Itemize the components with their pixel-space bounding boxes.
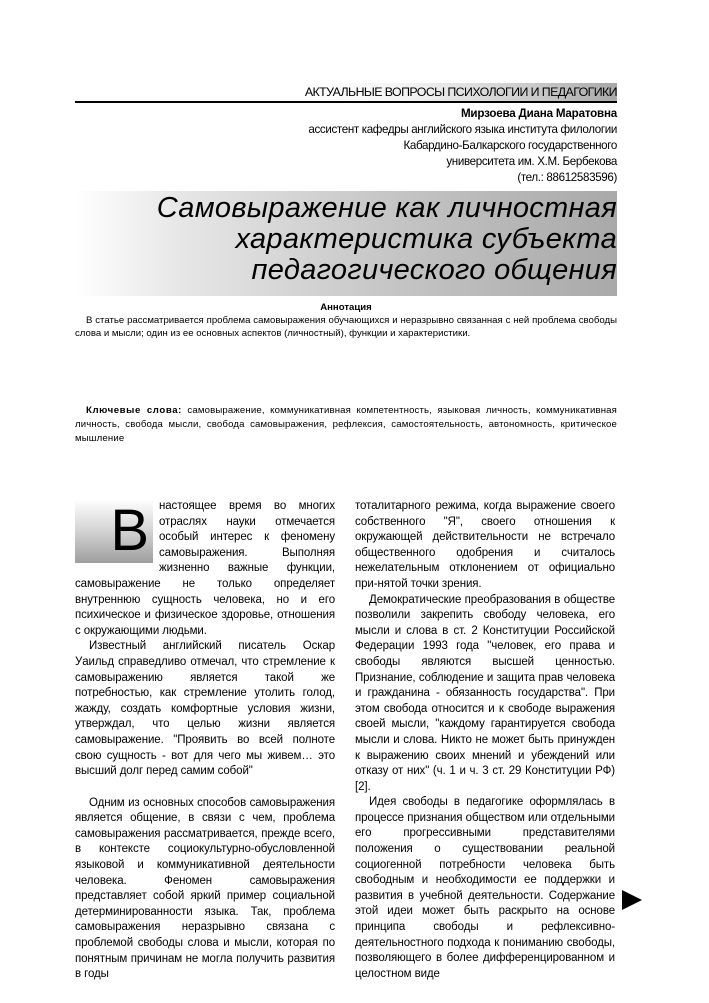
title-line-1: Самовыражение как личностная xyxy=(156,192,617,224)
author-affiliation-2: Кабардино-Балкарского государственного xyxy=(403,139,617,152)
paragraph: Идея свободы в педагогике оформлялась в процессе признания обществом или отдельными его прогрессивными представителями положения о существовании реальной социогенной потребности человека быть свободным и необходимости ее поддержки и развития в учебной деятельности. Содержание этой идеи может быть раскрыто на основе принципа свободы и рефлексивно-деятельностного подхода к пониманию свободы, позволяющего в более дифференцированном и целостном виде xyxy=(355,796,615,980)
paragraph: Демократические преобразования в обществе позволили закрепить свободу человека, его мысли и слова в ст. 2 Конституции Российской Федерации 1993 года "человек, его права и свободы являются высшей ценностью. Признание, соблюдение и защита прав человека и гражданина - обязанность государства". При этом свобода относится и к свободе выражения своей мысли, "каждому гарантируется свобода мысли и слова. Никто не может быть принужден к выражению своих мнений и убеждений или отказу от них" (ч. 1 и ч. 3 ст. 29 Конституции РФ) [2]. xyxy=(355,593,615,793)
paragraph: Известный английский писатель Оскар Уаильд справедливо отмечал, что стремление к самовыражению является такой же потребностью, как стремление утолить голод, жажду, создать комфортные условия жизни, утверждал, что целью жизни является самовыражение. "Проявить во всей полноте свою сущность - вот для чего мы живем… это высший долг перед самим собой" xyxy=(75,640,335,778)
keywords-text: самовыражение, коммуникативная компетентность, языковая личность, коммуникативная личность, свобода мысли, свобода самовыражения, рефлексия, самостоятельность, автономность, критическое мышление xyxy=(75,405,617,444)
author-block xyxy=(308,106,617,186)
title-line-3: педагогического общения xyxy=(251,254,617,286)
arrow-right-icon xyxy=(622,890,642,910)
keywords-label: Ключевые слова: xyxy=(86,405,182,416)
author-affiliation-1: ассистент кафедры английского языка института филологии xyxy=(308,123,617,136)
author-affiliation-3: университета им. Х.М. Бербекова xyxy=(446,155,617,168)
author-phone: (тел.: 88612583596) xyxy=(517,171,617,184)
journal-section-title: АКТУАЛЬНЫЕ ВОПРОСЫ ПСИХОЛОГИИ И ПЕДАГОГИКИ xyxy=(304,85,617,99)
title-line-2: характеристика субъекта xyxy=(235,223,617,255)
article-title xyxy=(157,193,617,286)
header-rule xyxy=(75,101,617,103)
paragraph: тоталитарного режима, когда выражение своего собственного "Я", своего отношения к окружающей действительности не встречало общественного одобрения и считалось нежелательным отклонением от официально при-нятой точки зрения. xyxy=(355,500,615,590)
annotation-heading: Аннотация xyxy=(320,302,372,313)
author-name: Мирзоева Диана Маратовна xyxy=(460,107,617,120)
drop-cap: В xyxy=(75,499,153,563)
paragraph-text: настоящее время во многих отраслях науки отмечается особый интерес к феномену самовыражения. Выполняя жизненно важные функции, самовыражение не только определяет внутреннюю сущность человека, но и его психическое и физическое здоровье, отношения с окружающими людьми. xyxy=(75,500,335,637)
body-column-left xyxy=(75,499,335,983)
paragraph xyxy=(75,499,335,639)
body-column-right xyxy=(355,499,615,982)
keywords xyxy=(75,404,617,446)
annotation-text: В статье рассматривается проблема самовыражения обучающихся и неразрывно связанная с ней проблема свободы слова и мысли; один из ее основных аспектов (личностный), функции и характеристики. xyxy=(75,315,617,339)
paragraph: Одним из основных способов самовыражения является общение, в связи с чем, проблема самовыражения рассматривается, прежде всего, в контексте социокультурно-обусловленной языковой и коммуникативной деятельности человека. Феномен самовыражения представляет собой яркий пример социальной детерминированности языка. Так, проблема самовыражения неразрывно связана с проблемой свободы слова и мысли, которая по понятным причинам не могла получить развития в годы xyxy=(75,796,335,981)
